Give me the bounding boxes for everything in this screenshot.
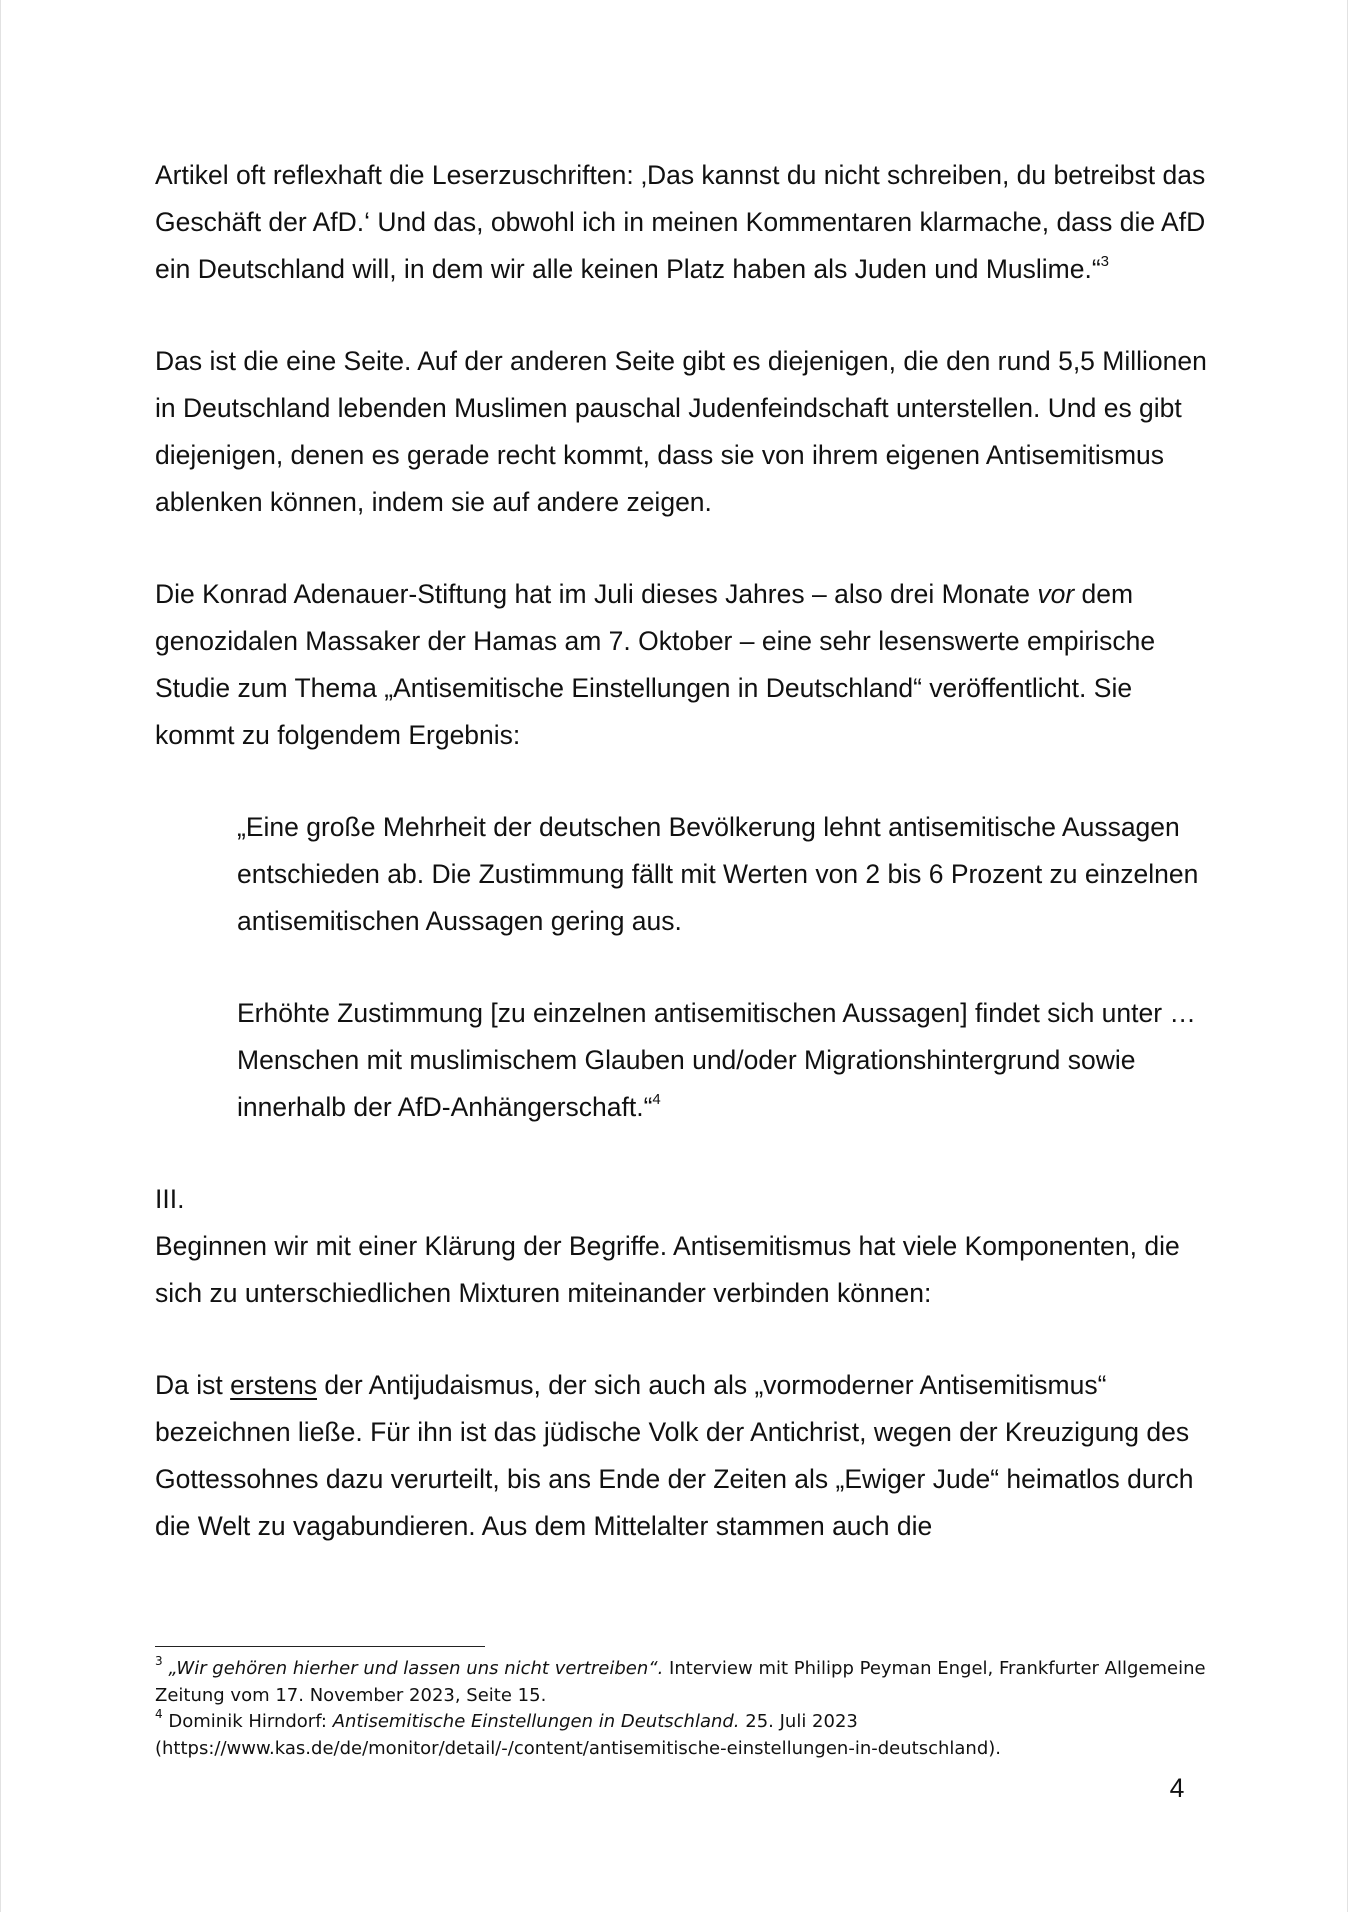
- footnotes: [155, 1656, 1215, 1762]
- block-quote-1: „Eine große Mehrheit der deutschen Bevölkerung lehnt antisemitische Aussagen entschieden ab. Die Zustimmung fällt mit Werten von 2 bis 6 Prozent zu einzelnen antisemitischen Aussagen gering aus.: [237, 812, 1199, 936]
- footnote-title: Antisemitische Einstellungen in Deutschland.: [332, 1711, 740, 1732]
- footnote-number: 4: [155, 1707, 163, 1721]
- page-number: 4: [1169, 1773, 1185, 1803]
- section-heading: III.: [155, 1184, 185, 1214]
- footnote-author: Dominik Hirndorf:: [168, 1711, 333, 1732]
- section-intro: Beginnen wir mit einer Klärung der Begriffe. Antisemitismus hat viele Komponenten, die sich zu unterschiedlichen Mixturen miteinander verbinden können:: [155, 1231, 1180, 1308]
- footnote-number: 3: [155, 1654, 163, 1668]
- footnote-title: „Wir gehören hierher und lassen uns nicht vertreiben“.: [168, 1658, 664, 1679]
- underlined-erstens: erstens: [230, 1370, 318, 1400]
- footnote-ref-3[interactable]: 3: [1100, 253, 1109, 270]
- paragraph-3: Die Konrad Adenauer-Stiftung hat im Juli dieses Jahres – also drei Monate vor dem genozidalen Massaker der Hamas am 7. Oktober – eine sehr lesenswerte empirische Studie zum Thema „Antisemitische Einstellungen in Deutschland“ veröffentlicht. Sie kommt zu folgendem Ergebnis:: [155, 579, 1156, 750]
- block-quote-2: Erhöhte Zustimmung [zu einzelnen antisemitischen Aussagen] findet sich unter … Menschen mit muslimischem Glauben und/oder Migrationshintergrund sowie innerhalb der AfD-Anhängerschaft.“$^4$: [237, 998, 1196, 1122]
- footnote-3: $^3$ „Wir gehören hierher und lassen uns nicht vertreiben“. Interview mit Philipp Peyman Engel, Frankfurter Allgemeine Zeitung vom 17. November 2023, Seite 15.: [155, 1654, 1206, 1706]
- paragraph-first-point: Da ist erstens der Antijudaismus, der sich auch als „vormoderner Antisemitismus“ bezeichnen ließe. Für ihn ist das jüdische Volk der Antichrist, wegen der Kreuzigung des Gottessohnes dazu verurteilt, bis ans Ende der Zeiten als „Ewiger Jude“ heimatlos durch die Welt zu vagabundieren. Aus dem Mittelalter stammen auch die: [155, 1370, 1194, 1541]
- paragraph-1: Artikel oft reflexhaft die Leserzuschriften: ‚Das kannst du nicht schreiben, du betreibst das Geschäft der AfD.‘ Und das, obwohl ich in meinen Kommentaren klarmache, dass die AfD ein Deutschland will, in dem wir alle keinen Platz haben als Juden und Muslime.“$^3$: [155, 160, 1206, 284]
- body-text: [155, 152, 1215, 1550]
- footnote-separator: [155, 1646, 485, 1647]
- footnote-4: $^4$ Dominik Hirndorf: Antisemitische Einstellungen in Deutschland. 25. Juli 2023 (https://www.kas.de/de/monitor/detail/-/content/antisemitische-einstellungen-in-deutschland).: [155, 1707, 1001, 1759]
- footnote-ref-4[interactable]: 4: [652, 1091, 661, 1108]
- paragraph-2: Das ist die eine Seite. Auf der anderen Seite gibt es diejenigen, die den rund 5,5 Millionen in Deutschland lebenden Muslimen pauschal Judenfeindschaft unterstellen. Und es gibt diejenigen, denen es gerade recht kommt, dass sie von ihrem eigenen Antisemitismus ablenken können, indem sie auf andere zeigen.: [155, 346, 1207, 517]
- emphasis-vor: vor: [1037, 579, 1075, 609]
